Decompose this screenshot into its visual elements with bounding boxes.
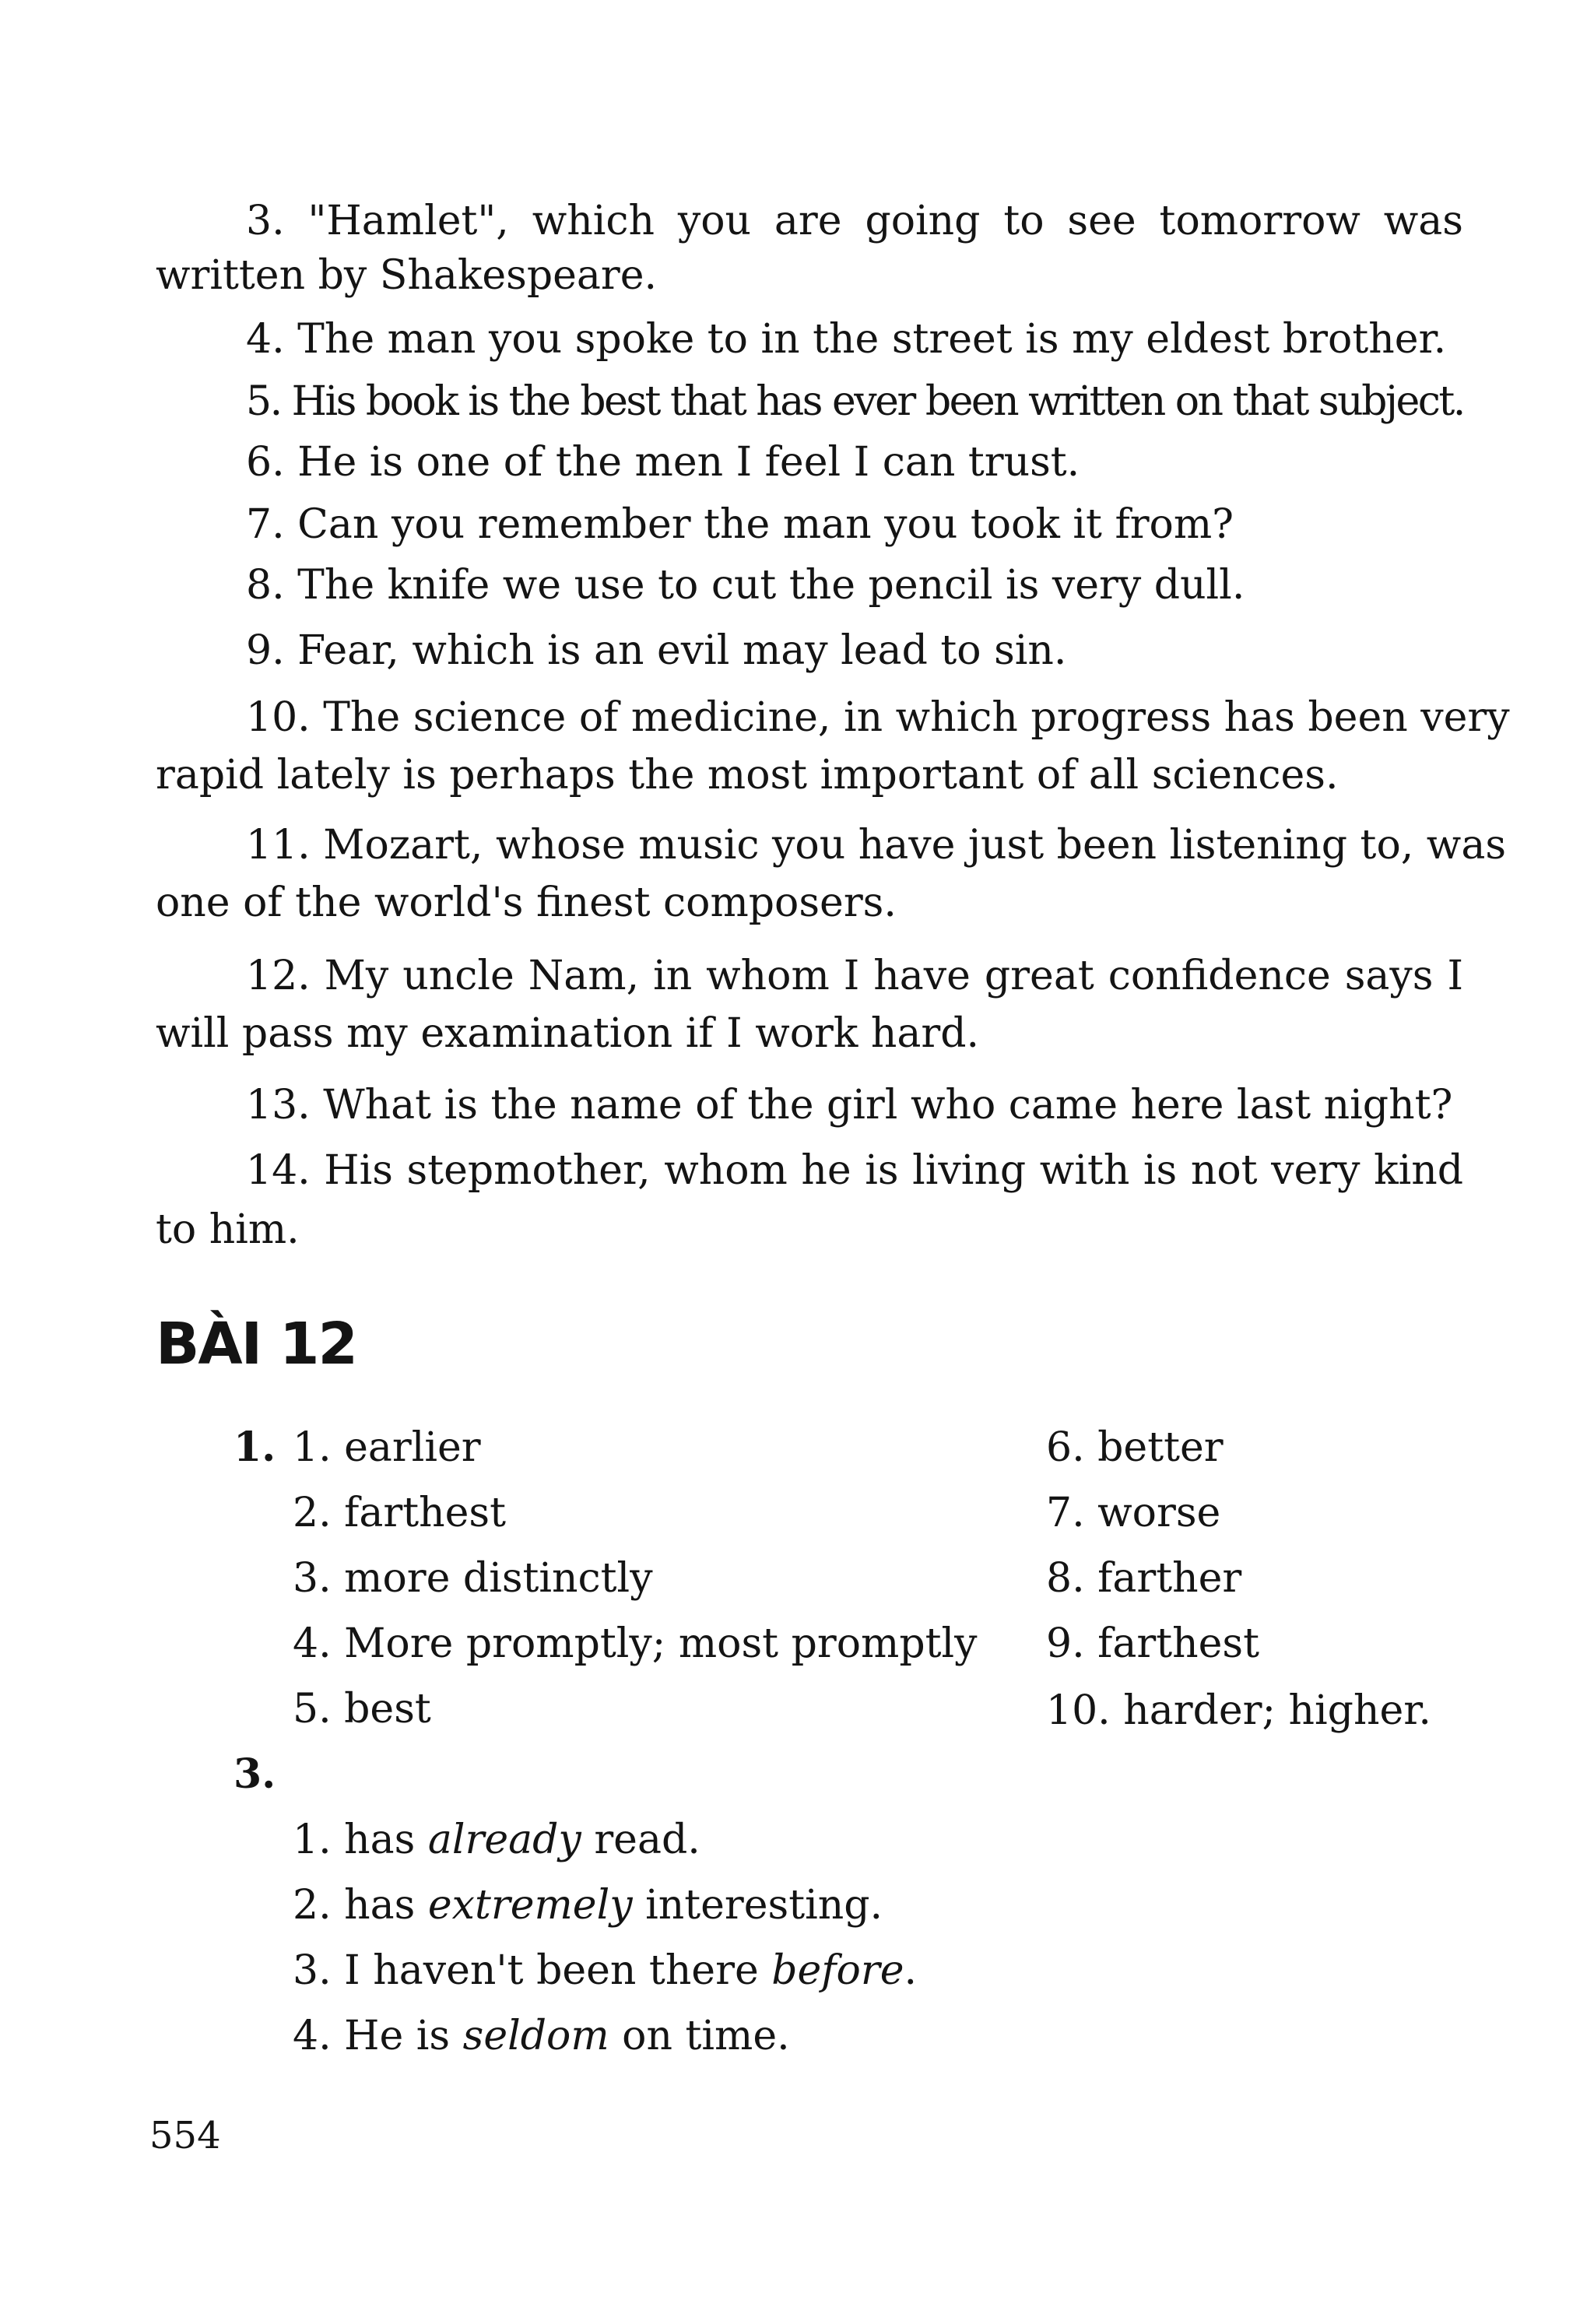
answer-item-3-line-1: 3. "Hamlet", which you are going to see tomorrow was bbox=[246, 198, 1463, 244]
exercise-3-item bbox=[293, 1817, 700, 1863]
exercise-3-item bbox=[293, 1947, 917, 1994]
answer-item-5: 5. His book is the best that has ever been written on that subject. bbox=[246, 378, 1464, 425]
exercise-1-left-item: 5. best bbox=[293, 1686, 431, 1732]
exercise-1-left-item: 1. earlier bbox=[293, 1424, 481, 1471]
answer-item-10-line-1: 10. The science of medicine, in which progress has been very bbox=[246, 694, 1510, 741]
exercise-1-number: 1. bbox=[233, 1424, 276, 1471]
exercise-3-item-emphasis: before bbox=[771, 1947, 904, 1994]
answer-item-6: 6. He is one of the men I feel I can trust. bbox=[246, 439, 1080, 486]
answer-item-8: 8. The knife we use to cut the pencil is very dull. bbox=[246, 562, 1245, 609]
exercise-1-left-item: 2. farthest bbox=[293, 1490, 506, 1536]
lesson-heading: BÀI 12 bbox=[156, 1311, 356, 1378]
exercise-3-item-text: . bbox=[904, 1947, 918, 1994]
exercise-3-item-text: 4. He is bbox=[293, 2013, 463, 2059]
answer-item-13: 13. What is the name of the girl who came here last night? bbox=[246, 1082, 1453, 1129]
exercise-1-left-item: 3. more distinctly bbox=[293, 1555, 653, 1602]
exercise-3-item-text: 3. I haven't been there bbox=[293, 1947, 772, 1994]
exercise-3-item-text: read. bbox=[581, 1817, 700, 1863]
page-number: 554 bbox=[149, 2114, 221, 2157]
exercise-3-item bbox=[293, 1882, 883, 1929]
exercise-1-right-item: 10. harder; higher. bbox=[1046, 1687, 1431, 1734]
exercise-1-right-item: 9. farthest bbox=[1046, 1620, 1259, 1667]
exercise-3-item bbox=[293, 2013, 790, 2059]
answer-item-3-line-2: written by Shakespeare. bbox=[156, 252, 658, 299]
answer-item-12-line-2: will pass my examination if I work hard. bbox=[156, 1010, 980, 1057]
answer-item-9: 9. Fear, which is an evil may lead to sin. bbox=[246, 627, 1067, 674]
exercise-3-item-emphasis: seldom bbox=[462, 2013, 609, 2059]
answer-item-14-line-1: 14. His stepmother, whom he is living with is not very kind bbox=[246, 1147, 1463, 1194]
exercise-3-item-emphasis: already bbox=[427, 1817, 581, 1863]
exercise-1-right-item: 7. worse bbox=[1046, 1490, 1221, 1536]
exercise-1-right-item: 8. farther bbox=[1046, 1555, 1242, 1602]
answer-item-7: 7. Can you remember the man you took it from? bbox=[246, 501, 1234, 548]
answer-item-14-line-2: to him. bbox=[156, 1206, 300, 1253]
exercise-3-number: 3. bbox=[233, 1750, 276, 1798]
exercise-3-item-emphasis: extremely bbox=[427, 1882, 633, 1929]
answer-item-11-line-2: one of the world's finest composers. bbox=[156, 879, 897, 926]
answer-item-12-line-1: 12. My uncle Nam, in whom I have great confidence says I bbox=[246, 953, 1463, 999]
exercise-3-item-text: on time. bbox=[609, 2013, 790, 2059]
answer-item-10-line-2: rapid lately is perhaps the most important of all sciences. bbox=[156, 752, 1339, 799]
exercise-3-item-text: interesting. bbox=[632, 1882, 883, 1929]
exercise-3-item-text: 1. has bbox=[293, 1817, 428, 1863]
exercise-3-item-text: 2. has bbox=[293, 1882, 428, 1929]
answer-item-11-line-1: 11. Mozart, whose music you have just been listening to, was bbox=[246, 822, 1507, 869]
exercise-1-right-item: 6. better bbox=[1046, 1424, 1224, 1471]
answer-item-4: 4. The man you spoke to in the street is my eldest brother. bbox=[246, 316, 1447, 363]
exercise-1-left-item: 4. More promptly; most promptly bbox=[293, 1620, 978, 1667]
